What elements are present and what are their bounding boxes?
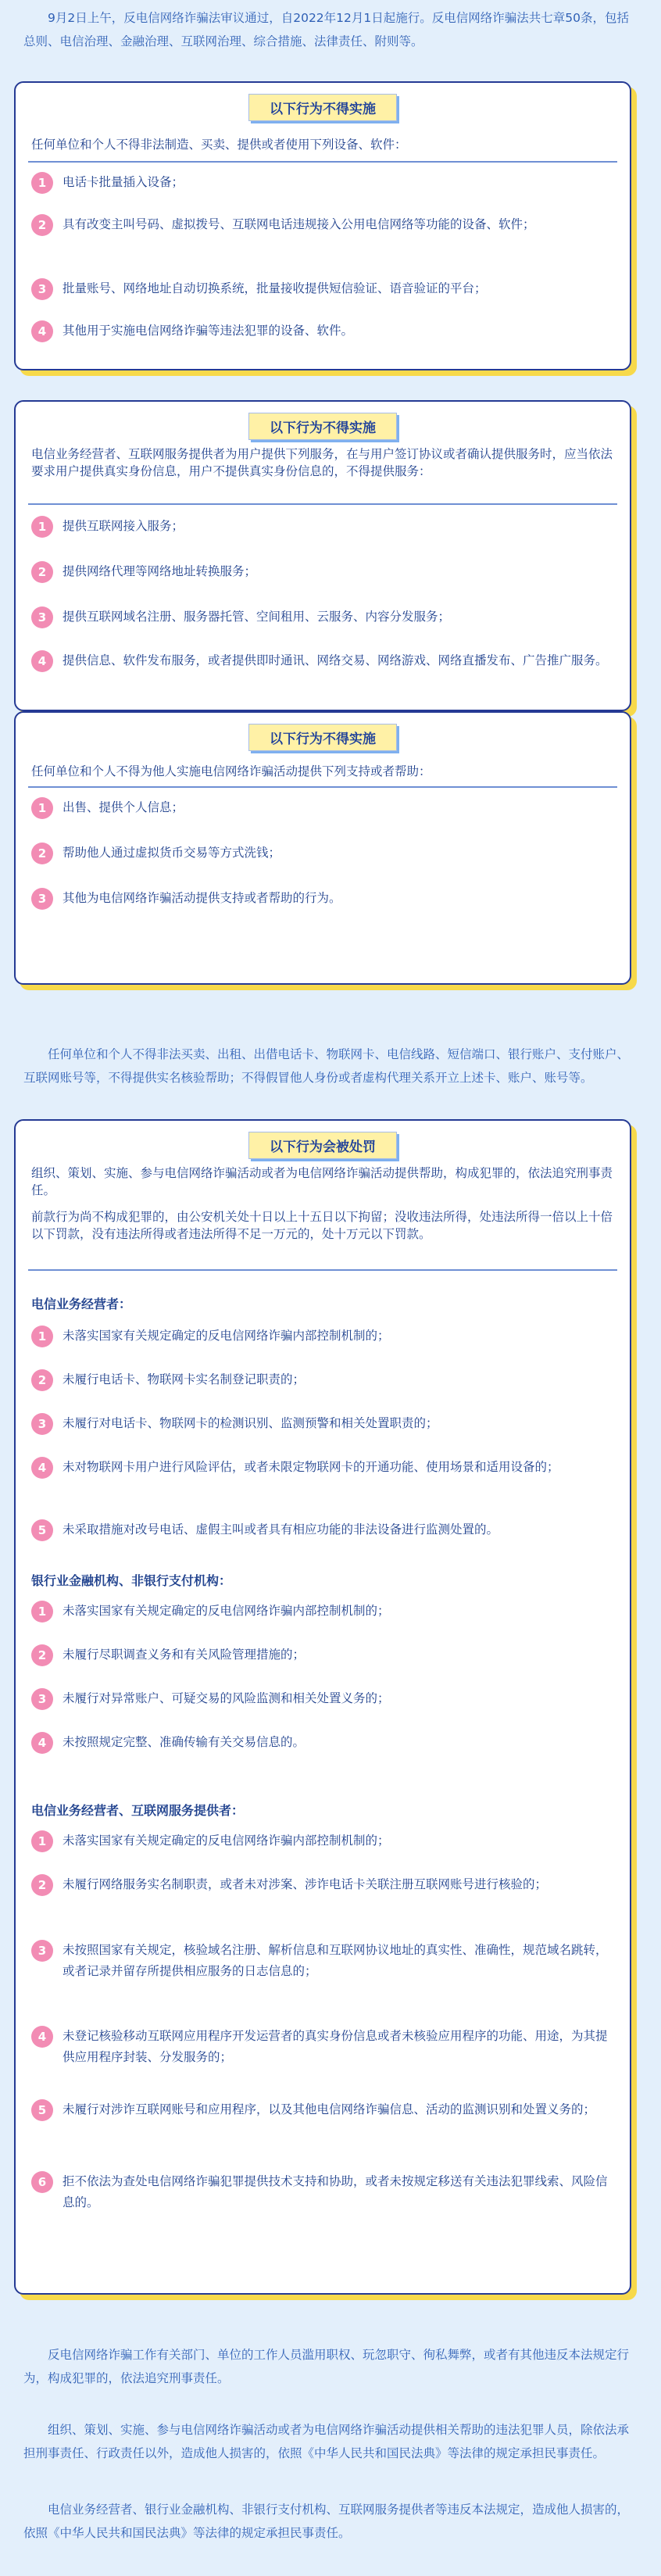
closing-paragraph-3: 电信业务经营者、银行业金融机构、非银行支付机构、互联网服务提供者等违反本法规定，造成他人损害的，依照《中华人民共和国民法典》等法律的规定承担民事责任。 (23, 2503, 630, 2540)
list-item-text: 未采取措施对改号电话、虚假主叫或者具有相应功能的非法设备进行监测处置的。 (63, 1522, 499, 1537)
list-item-text: 提供网络代理等网络地址转换服务； (63, 564, 257, 578)
card-intro-penalty: 前款行为尚不构成犯罪的，由公安机关处十日以上十五日以下拘留；没收违法所得，处违法所得一倍以上十倍以下罚款，没有违法所得或者违法所得不足一万元的，处十万元以下罚款。 (31, 1210, 613, 1241)
list-item (31, 2099, 616, 2121)
group-title: 电信业务经营者： (31, 1297, 132, 1311)
number-badge: 1 (31, 172, 53, 194)
card-tag: 以下行为不得实施 (248, 413, 397, 440)
list-item-text: 未落实国家有关规定确定的反电信网络诈骗内部控制机制的； (63, 1604, 390, 1618)
number-badge: 5 (31, 2099, 53, 2121)
list-item-text: 其他用于实施电信网络诈骗等违法犯罪的设备、软件。 (63, 324, 354, 338)
list-item-text: 未登记核验移动互联网应用程序开发运营者的真实身份信息或者未核验应用程序的功能、用途，为其提供应用程序封装、分发服务的； (63, 2029, 608, 2064)
number-badge: 1 (31, 1830, 53, 1852)
number-badge: 4 (31, 2026, 53, 2048)
intro-paragraph: 9月2日上午，反电信网络诈骗法审议通过，自2022年12月1日起施行。反电信网络诈骗法共七章50条，包括总则、电信治理、金融治理、互联网治理、综合措施、法律责任、附则等。 (23, 11, 629, 48)
list-item-text: 提供信息、软件发布服务，或者提供即时通讯、网络交易、网络游戏、网络直播发布、广告推广服务。 (63, 653, 608, 667)
list-item (31, 843, 616, 864)
list-item (31, 1732, 616, 1754)
list-item (31, 1413, 616, 1435)
number-badge: 2 (31, 214, 53, 236)
list-item (31, 797, 616, 819)
list-item (31, 1688, 616, 1710)
card-intro: 任何单位和个人不得非法制造、买卖、提供或者使用下列设备、软件： (31, 138, 407, 152)
card-intro: 电信业务经营者、互联网服务提供者为用户提供下列服务，在与用户签订协议或者确认提供服务时，应当依法要求用户提供真实身份信息，用户不提供真实身份信息的，不得提供服务： (31, 447, 613, 478)
list-item-text: 拒不依法为查处电信网络诈骗犯罪提供技术支持和协助，或者未按规定移送有关违法犯罪线索、风险信息的。 (63, 2174, 608, 2209)
number-badge: 3 (31, 888, 53, 910)
number-badge: 2 (31, 561, 53, 583)
list-item (31, 1457, 616, 1479)
list-item-text: 未落实国家有关规定确定的反电信网络诈骗内部控制机制的； (63, 1329, 390, 1343)
list-item (31, 1874, 616, 1896)
list-item-text: 未履行对涉诈互联网账号和应用程序，以及其他电信网络诈骗信息、活动的监测识别和处置义务的； (63, 2102, 596, 2116)
list-item (31, 1644, 616, 1666)
list-item (31, 888, 616, 910)
card-tag: 以下行为不得实施 (248, 94, 397, 121)
list-item-text: 其他为电信网络诈骗活动提供支持或者帮助的行为。 (63, 891, 341, 905)
list-item-text: 提供互联网接入服务； (63, 519, 184, 533)
list-item-text: 未履行对异常账户、可疑交易的风险监测和相关处置义务的； (63, 1691, 390, 1705)
list-item (31, 172, 616, 194)
closing-paragraph-1: 反电信网络诈骗工作有关部门、单位的工作人员滥用职权、玩忽职守、徇私舞弊，或者有其他违反本法规定行为，构成犯罪的，依法追究刑事责任。 (23, 2348, 630, 2385)
number-badge: 4 (31, 650, 53, 672)
list-item-text: 未履行尽职调查义务和有关风险管理措施的； (63, 1648, 305, 1662)
divider (28, 503, 617, 505)
list-item (31, 516, 616, 538)
list-item (31, 1940, 616, 1982)
group-title: 电信业务经营者、互联网服务提供者： (31, 1803, 245, 1818)
number-badge: 3 (31, 1413, 53, 1435)
list-item-text: 未按照国家有关规定，核验域名注册、解析信息和互联网协议地址的真实性、准确性，规范域名跳转，或者记录并留存所提供相应服务的日志信息的； (63, 1943, 608, 1978)
list-item-text: 未履行对电话卡、物联网卡的检测识别、监测预警和相关处置职责的； (63, 1416, 438, 1430)
list-item (31, 1601, 616, 1623)
list-item (31, 2171, 616, 2213)
number-badge: 2 (31, 1874, 53, 1896)
list-item-text: 电话卡批量插入设备； (63, 175, 184, 189)
card-tag: 以下行为会被处罚 (248, 1132, 397, 1159)
card-intro: 组织、策划、实施、参与电信网络诈骗活动或者为电信网络诈骗活动提供帮助，构成犯罪的，依法追究刑事责任。 (31, 1166, 613, 1197)
list-item-text: 具有改变主叫号码、虚拟拨号、互联网电话违规接入公用电信网络等功能的设备、软件； (63, 217, 535, 231)
number-badge: 4 (31, 320, 53, 342)
number-badge: 1 (31, 1601, 53, 1623)
list-item (31, 2026, 616, 2068)
number-badge: 4 (31, 1457, 53, 1479)
list-item-text: 批量账号、网络地址自动切换系统，批量接收提供短信验证、语音验证的平台； (63, 281, 487, 295)
list-item-text: 未按照规定完整、准确传输有关交易信息的。 (63, 1735, 305, 1749)
number-badge: 2 (31, 1644, 53, 1666)
list-item (31, 214, 616, 236)
number-badge: 4 (31, 1732, 53, 1754)
list-item (31, 1519, 616, 1541)
list-item-text: 帮助他人通过虚拟货币交易等方式洗钱； (63, 846, 281, 860)
list-item-text: 未对物联网卡用户进行风险评估，或者未限定物联网卡的开通功能、使用场景和适用设备的； (63, 1460, 559, 1474)
list-item (31, 320, 616, 342)
divider (28, 1269, 617, 1271)
group-title: 银行业金融机构、非银行支付机构： (31, 1573, 232, 1588)
number-badge: 5 (31, 1519, 53, 1541)
number-badge: 1 (31, 797, 53, 819)
list-item (31, 650, 616, 672)
number-badge: 3 (31, 606, 53, 628)
card-penalties (14, 1119, 631, 2295)
card-prohibited-devices (14, 81, 631, 370)
list-item-text: 未履行网络服务实名制职责，或者未对涉案、涉诈电话卡关联注册互联网账号进行核验的； (63, 1877, 548, 1891)
number-badge: 2 (31, 843, 53, 864)
middle-paragraph: 任何单位和个人不得非法买卖、出租、出借电话卡、物联网卡、电信线路、短信端口、银行账户、支付账户、互联网账号等，不得提供实名核验帮助；不得假冒他人身份或者虚构代理关系开立上述卡、账户、账号等。 (23, 1047, 630, 1085)
card-tag: 以下行为不得实施 (248, 724, 397, 751)
list-item-text: 提供互联网域名注册、服务器托管、空间租用、云服务、内容分发服务； (63, 610, 451, 624)
list-item (31, 1326, 616, 1347)
number-badge: 1 (31, 1326, 53, 1347)
number-badge: 1 (31, 516, 53, 538)
list-item (31, 1830, 616, 1852)
list-item (31, 606, 616, 628)
list-item (31, 1369, 616, 1391)
closing-paragraph-2: 组织、策划、实施、参与电信网络诈骗活动或者为电信网络诈骗活动提供相关帮助的违法犯罪人员，除依法承担刑事责任、行政责任以外，造成他人损害的，依照《中华人民共和国民法典》等法律的规定承担民事责任。 (23, 2423, 630, 2460)
card-no-fraud-support (14, 711, 631, 985)
number-badge: 3 (31, 1940, 53, 1962)
number-badge: 6 (31, 2171, 53, 2193)
number-badge: 2 (31, 1369, 53, 1391)
card-intro: 任何单位和个人不得为他人实施电信网络诈骗活动提供下列支持或者帮助： (31, 764, 431, 778)
number-badge: 3 (31, 278, 53, 300)
list-item (31, 278, 616, 300)
number-badge: 3 (31, 1688, 53, 1710)
list-item-text: 出售、提供个人信息； (63, 800, 184, 814)
list-item (31, 561, 616, 583)
divider (28, 786, 617, 788)
list-item-text: 未履行电话卡、物联网卡实名制登记职责的； (63, 1372, 305, 1386)
divider (28, 161, 617, 163)
list-item-text: 未落实国家有关规定确定的反电信网络诈骗内部控制机制的； (63, 1834, 390, 1848)
card-real-identity-services (14, 400, 631, 711)
